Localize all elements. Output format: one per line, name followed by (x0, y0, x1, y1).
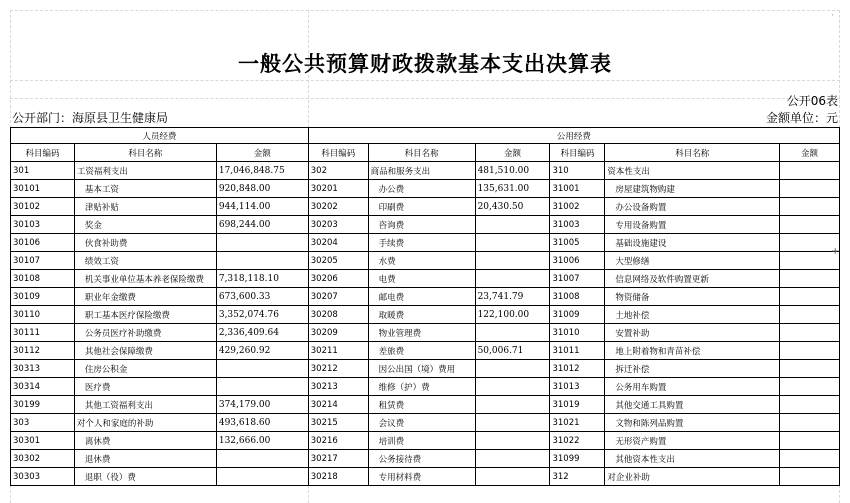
column-header-row (11, 144, 840, 162)
cell-code[interactable]: 30201 (308, 180, 368, 198)
cell-name[interactable]: 物业管理费 (368, 324, 475, 342)
cell-code[interactable]: 30110 (11, 306, 75, 324)
cell-amount[interactable]: 20,430.50 (475, 198, 550, 216)
cell-name[interactable]: 手续费 (368, 234, 475, 252)
table-row (11, 450, 840, 468)
cell-amount[interactable] (780, 468, 840, 486)
cell-amount[interactable]: 374,179.00 (216, 396, 308, 414)
cell-amount[interactable] (780, 198, 840, 216)
cell-amount[interactable] (780, 450, 840, 468)
spreadsheet-sheet (10, 10, 840, 503)
cell-name[interactable]: 因公出国（境）费用 (368, 360, 475, 378)
cell-amount[interactable] (216, 378, 308, 396)
cell-code[interactable]: 30207 (308, 288, 368, 306)
cell-amount[interactable]: 2,336,409.64 (216, 324, 308, 342)
cell-amount[interactable] (475, 216, 550, 234)
cell-code[interactable]: 30218 (308, 468, 368, 486)
table-row (11, 342, 840, 360)
cell-amount[interactable] (216, 360, 308, 378)
form-code: 公开06表 (786, 94, 838, 108)
cell-code[interactable]: 30206 (308, 270, 368, 288)
cell-name[interactable]: 医疗费 (74, 378, 216, 396)
cell-name[interactable]: 培训费 (368, 432, 475, 450)
cell-name[interactable]: 其他工资福利支出 (74, 396, 216, 414)
cell-name[interactable]: 专用材料费 (368, 468, 475, 486)
cell-code[interactable]: 30303 (11, 468, 75, 486)
col-amount: 金额 (475, 144, 550, 162)
cell-code[interactable]: 30202 (308, 198, 368, 216)
cell-name[interactable]: 其他交通工具购置 (605, 396, 780, 414)
cell-name[interactable]: 租赁费 (368, 396, 475, 414)
cell-amount[interactable] (780, 306, 840, 324)
table-row (11, 252, 840, 270)
cell-code[interactable]: 31006 (550, 252, 605, 270)
cell-code[interactable]: 302 (308, 162, 368, 180)
cell-name[interactable]: 咨询费 (368, 216, 475, 234)
col-code: 科目编码 (308, 144, 368, 162)
cell-code[interactable]: 31007 (550, 270, 605, 288)
table-row (11, 468, 840, 486)
cell-amount[interactable]: 50,006.71 (475, 342, 550, 360)
cell-code[interactable]: 31001 (550, 180, 605, 198)
cell-code[interactable]: 30217 (308, 450, 368, 468)
cell-amount[interactable]: 429,260.92 (216, 342, 308, 360)
cell-amount[interactable]: 481,510.00 (475, 162, 550, 180)
cell-name[interactable]: 其他资本性支出 (605, 450, 780, 468)
cell-code[interactable]: 30203 (308, 216, 368, 234)
cell-name[interactable]: 其他社会保障缴费 (74, 342, 216, 360)
public-header: 公用经费 (308, 128, 839, 144)
col-amount: 金额 (780, 144, 840, 162)
cell-name[interactable]: 信息网络及软件购置更新 (605, 270, 780, 288)
cell-code[interactable]: 312 (550, 468, 605, 486)
cell-code[interactable]: 30109 (11, 288, 75, 306)
gridline (10, 80, 840, 81)
gridline (10, 98, 840, 99)
cell-amount[interactable]: 122,100.00 (475, 306, 550, 324)
cell-name[interactable]: 机关事业单位基本养老保险缴费 (74, 270, 216, 288)
cell-amount[interactable]: 3,352,074.76 (216, 306, 308, 324)
cell-code[interactable]: 30314 (11, 378, 75, 396)
cell-name[interactable]: 印刷费 (368, 198, 475, 216)
cell-name[interactable]: 无形资产购置 (605, 432, 780, 450)
cell-name[interactable]: 公务用车购置 (605, 378, 780, 396)
cell-name[interactable]: 对企业补助 (605, 468, 780, 486)
cell-name[interactable]: 住房公积金 (74, 360, 216, 378)
cell-code[interactable]: 31011 (550, 342, 605, 360)
cell-name[interactable]: 绩效工资 (74, 252, 216, 270)
table-row (11, 270, 840, 288)
cell-amount[interactable] (780, 288, 840, 306)
table-row (11, 198, 840, 216)
cell-name[interactable]: 大型修缮 (605, 252, 780, 270)
cell-amount[interactable] (475, 360, 550, 378)
table-row (11, 396, 840, 414)
personnel-header: 人员经费 (11, 128, 309, 144)
cell-amount[interactable] (216, 450, 308, 468)
cell-code[interactable]: 31005 (550, 234, 605, 252)
cell-amount[interactable] (475, 324, 550, 342)
cell-name[interactable]: 土地补偿 (605, 306, 780, 324)
cell-code[interactable]: 30313 (11, 360, 75, 378)
cell-code[interactable]: 310 (550, 162, 605, 180)
cell-amount[interactable]: 132,666.00 (216, 432, 308, 450)
department-label: 公开部门：海原县卫生健康局 (12, 111, 169, 125)
report-title: 一般公共预算财政拨款基本支出决算表 (238, 51, 612, 76)
group-header-row (11, 128, 840, 144)
cell-amount[interactable] (780, 162, 840, 180)
table-row (11, 306, 840, 324)
cell-name[interactable]: 公务接待费 (368, 450, 475, 468)
cell-name[interactable]: 基本工资 (74, 180, 216, 198)
gridline (10, 10, 840, 11)
cell-amount[interactable]: 23,741.79 (475, 288, 550, 306)
cell-amount[interactable] (780, 324, 840, 342)
cell-amount[interactable] (780, 432, 840, 450)
cell-amount[interactable] (780, 396, 840, 414)
col-name: 科目名称 (74, 144, 216, 162)
col-name: 科目名称 (605, 144, 780, 162)
cell-amount[interactable] (475, 450, 550, 468)
cell-amount[interactable] (475, 234, 550, 252)
cell-name[interactable]: 离休费 (74, 432, 216, 450)
cell-name[interactable]: 基础设施建设 (605, 234, 780, 252)
cell-name[interactable]: 对个人和家庭的补助 (74, 414, 216, 432)
cell-code[interactable]: 30213 (308, 378, 368, 396)
cell-amount[interactable] (216, 468, 308, 486)
cell-name[interactable]: 取暖费 (368, 306, 475, 324)
cell-amount[interactable] (780, 270, 840, 288)
cell-amount[interactable] (475, 414, 550, 432)
corner-mark: · (831, 11, 834, 21)
cell-name[interactable]: 商品和服务支出 (368, 162, 475, 180)
cell-code[interactable]: 30111 (11, 324, 75, 342)
cell-amount[interactable] (780, 414, 840, 432)
cell-code[interactable]: 30214 (308, 396, 368, 414)
cell-name[interactable]: 地上附着物和青苗补偿 (605, 342, 780, 360)
cell-name[interactable]: 专用设备购置 (605, 216, 780, 234)
col-code: 科目编码 (11, 144, 75, 162)
table-row (11, 288, 840, 306)
cell-code[interactable]: 31022 (550, 432, 605, 450)
cell-amount[interactable]: 673,600.33 (216, 288, 308, 306)
cell-amount[interactable] (475, 270, 550, 288)
cell-name[interactable]: 文物和陈列品购置 (605, 414, 780, 432)
cell-amount[interactable] (475, 252, 550, 270)
cell-code[interactable]: 30199 (11, 396, 75, 414)
table-row (11, 324, 840, 342)
cell-code[interactable]: 30209 (308, 324, 368, 342)
cell-name[interactable]: 津贴补贴 (74, 198, 216, 216)
table-row (11, 378, 840, 396)
cell-name[interactable]: 公务员医疗补助缴费 (74, 324, 216, 342)
cell-code[interactable]: 31012 (550, 360, 605, 378)
cell-code[interactable]: 30211 (308, 342, 368, 360)
unit-label: 金额单位：元 (765, 111, 838, 125)
table-row (11, 360, 840, 378)
col-code: 科目编码 (550, 144, 605, 162)
table-row (11, 180, 840, 198)
cell-code[interactable]: 30101 (11, 180, 75, 198)
cell-code[interactable]: 30205 (308, 252, 368, 270)
cell-name[interactable]: 资本性支出 (605, 162, 780, 180)
cell-amount[interactable]: 7,318,118.10 (216, 270, 308, 288)
table-row (11, 414, 840, 432)
cell-code[interactable]: 31010 (550, 324, 605, 342)
cell-code[interactable]: 31013 (550, 378, 605, 396)
cell-name[interactable]: 职工基本医疗保险缴费 (74, 306, 216, 324)
col-amount: 金额 (216, 144, 308, 162)
table-row (11, 216, 840, 234)
cell-amount[interactable] (475, 378, 550, 396)
cell-amount[interactable]: 698,244.00 (216, 216, 308, 234)
cell-code[interactable]: 30112 (11, 342, 75, 360)
cell-code[interactable]: 31008 (550, 288, 605, 306)
cell-amount[interactable] (780, 180, 840, 198)
cell-code[interactable]: 31009 (550, 306, 605, 324)
cell-code[interactable]: 30215 (308, 414, 368, 432)
cell-code[interactable]: 31019 (550, 396, 605, 414)
cell-amount[interactable] (216, 252, 308, 270)
cell-name[interactable]: 维修（护）费 (368, 378, 475, 396)
cell-amount[interactable] (780, 342, 840, 360)
cell-name[interactable]: 电费 (368, 270, 475, 288)
cell-name[interactable]: 物资储备 (605, 288, 780, 306)
table-row (11, 432, 840, 450)
cell-name[interactable]: 奖金 (74, 216, 216, 234)
cell-name[interactable]: 房屋建筑物购建 (605, 180, 780, 198)
cell-name[interactable]: 职业年金缴费 (74, 288, 216, 306)
cell-code[interactable]: 30102 (11, 198, 75, 216)
cell-name[interactable]: 伙食补助费 (74, 234, 216, 252)
cell-code[interactable]: 31003 (550, 216, 605, 234)
cell-amount[interactable]: 135,631.00 (475, 180, 550, 198)
table-row (11, 162, 840, 180)
cell-name[interactable]: 工资福利支出 (74, 162, 216, 180)
cell-amount[interactable]: 493,618.60 (216, 414, 308, 432)
cell-name[interactable]: 拆迁补偿 (605, 360, 780, 378)
cell-amount[interactable]: 920,848.00 (216, 180, 308, 198)
cell-code[interactable]: 30302 (11, 450, 75, 468)
cell-code[interactable]: 30208 (308, 306, 368, 324)
cell-code[interactable]: 30216 (308, 432, 368, 450)
cell-amount[interactable] (475, 432, 550, 450)
cell-name[interactable]: 退休费 (74, 450, 216, 468)
cell-amount[interactable] (475, 468, 550, 486)
cell-code[interactable]: 30108 (11, 270, 75, 288)
cell-name[interactable]: 水费 (368, 252, 475, 270)
cell-code[interactable]: 301 (11, 162, 75, 180)
cell-name[interactable]: 办公费 (368, 180, 475, 198)
cell-code[interactable]: 31021 (550, 414, 605, 432)
cell-name[interactable]: 办公设备购置 (605, 198, 780, 216)
cell-name[interactable]: 会议费 (368, 414, 475, 432)
col-name: 科目名称 (368, 144, 475, 162)
expenditure-table (10, 127, 840, 486)
cell-code[interactable]: 303 (11, 414, 75, 432)
cell-name[interactable]: 退职（役）费 (74, 468, 216, 486)
cell-code[interactable]: 31002 (550, 198, 605, 216)
cell-code[interactable]: 30103 (11, 216, 75, 234)
cell-name[interactable]: 安置补助 (605, 324, 780, 342)
scroll-handle[interactable]: + (831, 246, 840, 257)
cell-code[interactable]: 31099 (550, 450, 605, 468)
cell-amount[interactable] (475, 396, 550, 414)
cell-code[interactable]: 30204 (308, 234, 368, 252)
cell-amount[interactable]: 944,114.00 (216, 198, 308, 216)
cell-code[interactable]: 30106 (11, 234, 75, 252)
cell-amount[interactable] (780, 378, 840, 396)
cell-name[interactable]: 差旅费 (368, 342, 475, 360)
cell-amount[interactable] (780, 216, 840, 234)
cell-amount[interactable] (780, 360, 840, 378)
cell-code[interactable]: 30212 (308, 360, 368, 378)
cell-code[interactable]: 30107 (11, 252, 75, 270)
cell-name[interactable]: 邮电费 (368, 288, 475, 306)
cell-amount[interactable]: 17,046,848.75 (216, 162, 308, 180)
cell-code[interactable]: 30301 (11, 432, 75, 450)
table-row (11, 234, 840, 252)
cell-amount[interactable] (216, 234, 308, 252)
